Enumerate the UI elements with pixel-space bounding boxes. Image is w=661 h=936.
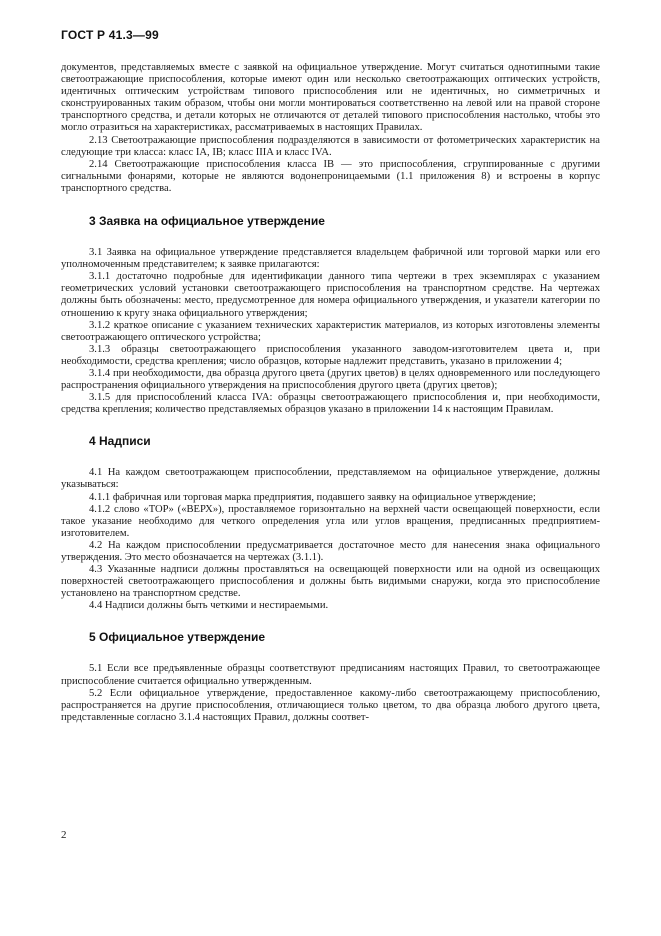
section-5-heading: 5 Официальное утверждение [89,630,266,645]
document-page [61,28,600,724]
page-number: 2 [61,829,67,841]
document-header: ГОСТ Р 41.3—99 [61,28,159,42]
paragraph-continuation: документов, представляемых вместе с заявкой на официальное утверждение. Могут считаться однотипными такие светоотражающие приспособления, которые имеют один или несколько светоотражающих оптических устройств, идентичных оптическим устройствам типового приспособления или не идентичных, но симметричных и сконструированных таким образом, чтобы они могли монтироваться соответственно на левой или на правой стороне транспортного средства, и детали которых не отличаются от деталей типового приспособления настолько, чтобы это могло отразиться на характеристиках, рассматриваемых в настоящих Правилах. [61,62,600,134]
paragraph-2-14: 2.14 Светоотражающие приспособления класса IB — это приспособления, сгруппированные с другими сигнальными фонарями, которые не являются водонепроницаемыми (1.1 приложения 8) и встроены в корпус транспортного средства. [61,158,600,194]
paragraph-3-1-4: 3.1.4 при необходимости, два образца другого цвета (других цветов) в целях одновременного или последующего распространения официального утверждения на приспособления другого цвета (других цветов); [61,367,600,392]
paragraph-4-1-1: 4.1.1 фабричная или торговая марка предприятия, подавшего заявку на официальное утверждение; [89,491,536,503]
paragraph-5-2: 5.2 Если официальное утверждение, предоставленное какому-либо светоотражающему приспособлению, распространяется на другие приспособления, отличающиеся только цветом, то два образца любого другого цвета, представленные согласно 3.1.4 настоящих Правил, должны соответ- [61,687,600,723]
paragraph-4-1-2: 4.1.2 слово «TOP» («ВЕРХ»), проставляемое горизонтально на верхней части освещающей поверхности, если такое указание необходимо для четкого определения угла или углов вращения, предписанных предприятием-изготовителем. [61,503,600,539]
paragraph-4-4: 4.4 Надписи должны быть четкими и нестираемыми. [89,600,329,612]
section-4-heading: 4 Надписи [89,434,151,449]
paragraph-4-2: 4.2 На каждом приспособлении предусматривается достаточное место для нанесения знака официального утверждения. Это место обозначается на чертежах (3.1.1). [61,539,600,563]
paragraph-3-1-2: 3.1.2 краткое описание с указанием технических характеристик материалов, из которых изготовлены элементы светоотражающего оптического устройства; [61,319,600,343]
paragraph-3-1-1: 3.1.1 достаточно подробные для идентификации данного типа чертежи в трех экземплярах с указанием геометрических условий установки светоотражающего приспособления на транспортном средстве. На чертежах должны быть обозначены: место, предусмотренное для номера официального утверждения, и указатели категории по отношению к кругу знака официального утверждения; [61,271,600,319]
paragraph-4-3: 4.3 Указанные надписи должны проставляться на освещающей поверхности или на одной из освещающих поверхностей светоотражающего приспособления и должны быть видимыми снаружи, когда это приспособление установлено на транспортном средстве. [61,564,600,600]
paragraph-2-13: 2.13 Светоотражающие приспособления подразделяются в зависимости от фотометрических характеристик на следующие три класса: класс IA, IB; класс IIIA и класс IVA. [61,134,600,158]
paragraph-3-1-3: 3.1.3 образцы светоотражающего приспособления указанного заводом-изготовителем цвета и, при необходимости, средства крепления; число образцов, которые надлежит представить, указано в приложении 4; [61,343,600,367]
paragraph-4-1: 4.1 На каждом светоотражающем приспособлении, представляемом на официальное утверждение, должны указываться: [61,467,600,491]
paragraph-3-1: 3.1 Заявка на официальное утверждение представляется владельцем фабричной или торговой марки или его уполномоченным представителем; к заявке прилагаются: [61,247,600,271]
section-3-heading: 3 Заявка на официальное утверждение [89,214,325,229]
paragraph-3-1-5: 3.1.5 для приспособлений класса IVA: образцы светоотражающего приспособления и, при необходимости, средства крепления; количество представляемых образцов указано в приложении 14 к настоящим Правилам. [61,392,600,416]
paragraph-5-1: 5.1 Если все предъявленные образцы соответствуют предписаниям настоящих Правил, то светоотражающее приспособление считается официально утвержденным. [61,663,600,687]
